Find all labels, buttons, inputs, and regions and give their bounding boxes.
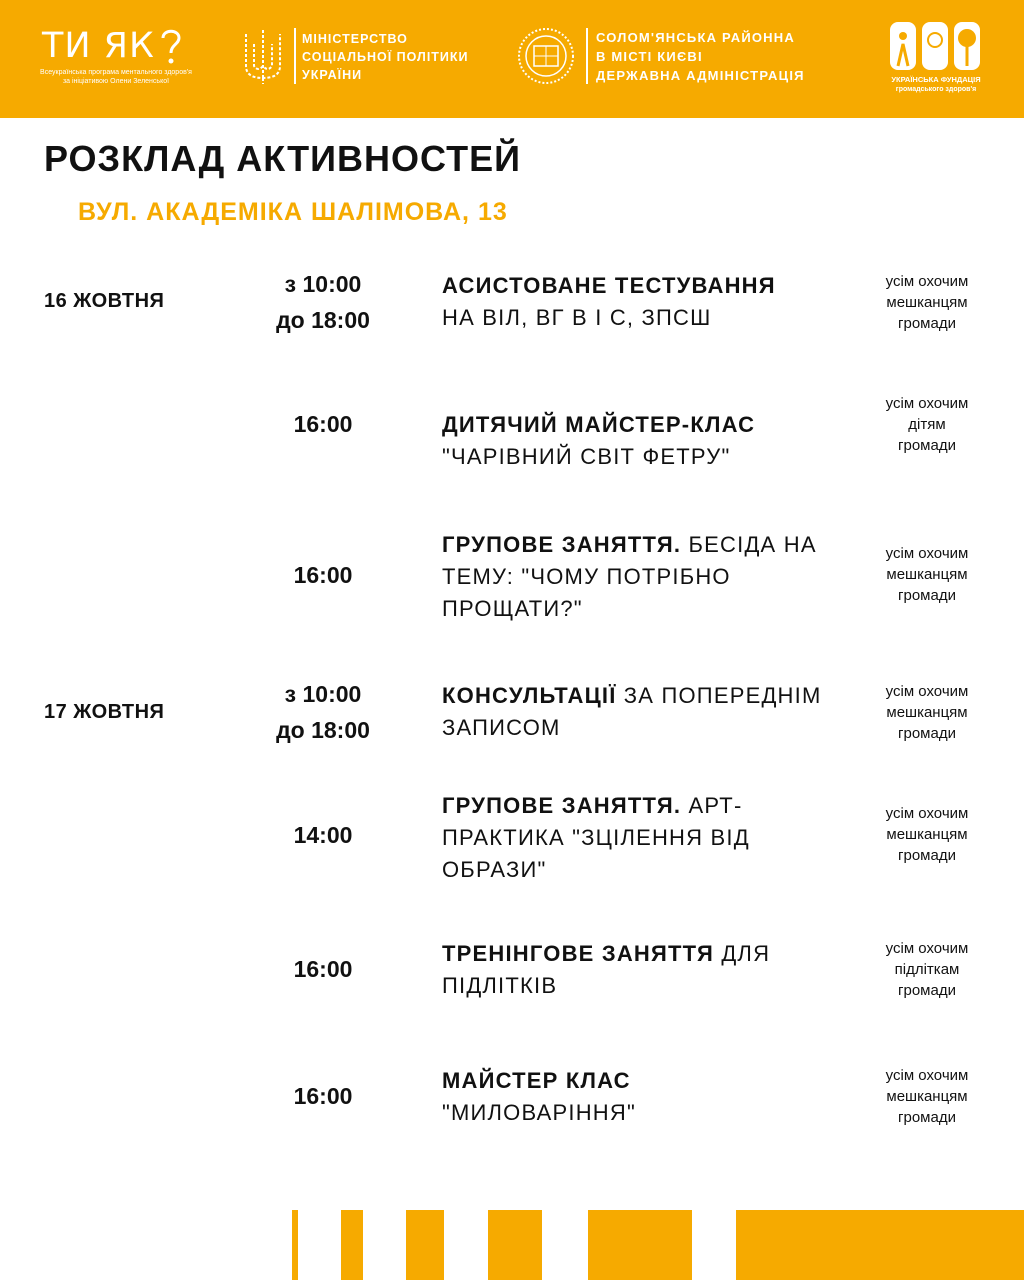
header-band (0, 0, 1024, 118)
fund-logo-icon (886, 18, 986, 98)
ministry-logo (236, 26, 486, 88)
page-title: РОЗКЛАД АКТИВНОСТЕЙ (44, 138, 522, 179)
event-audience: усім охочим мешканцям громади (885, 273, 969, 332)
event-activity: КОНСУЛЬТАЦІЇ ЗА ПОПЕРЕДНІМ ЗАПИСОМ (442, 683, 822, 740)
fund-logo-text-2: громадського здоров'я (895, 86, 977, 93)
tiyak-logo (26, 24, 206, 94)
tiyak-logo-caption: Всеукраїнська програма ментального здоров'я за ініціативою Олени Зеленської (40, 69, 192, 85)
footer-bar (406, 1210, 444, 1280)
district-seal-icon (516, 26, 576, 86)
event-audience: усім охочим мешканцям громади (885, 1067, 969, 1126)
divider (586, 28, 588, 84)
event-activity: АСИСТОВАНЕ ТЕСТУВАННЯ НА ВІЛ, ВГ В І С, ЗПСШ (442, 273, 776, 330)
footer-bar (341, 1210, 363, 1280)
event-time: 16:00 (293, 956, 353, 982)
event-audience: усім охочим мешканцям громади (885, 805, 969, 864)
ministry-name: МІНІСТЕРСТВО СОЦІАЛЬНОЇ ПОЛІТИКИ УКРАЇНИ (302, 32, 469, 82)
event-audience: усім охочим дітям громади (885, 395, 969, 454)
event-time: 14:00 (293, 822, 353, 848)
event-activity: ГРУПОВЕ ЗАНЯТТЯ. АРТ-ПРАКТИКА "ЗЦІЛЕННЯ ВІД ОБРАЗИ" (442, 793, 750, 882)
event-time: з 10:00 до 18:00 (276, 681, 370, 743)
event-activity: МАЙСТЕР КЛАС "МИЛОВАРІННЯ" (442, 1068, 636, 1125)
divider (294, 28, 296, 84)
footer-bar (488, 1210, 542, 1280)
question-mark-icon (158, 26, 184, 66)
event-time: 16:00 (293, 411, 353, 437)
tiyak-logo-text: ТИ ЯК (42, 26, 155, 66)
event-time: з 10:00 до 18:00 (276, 271, 370, 333)
fund-logo-text-1: УКРАЇНСЬКА ФУНДАЦІЯ (891, 75, 981, 84)
footer-bar (736, 1210, 1024, 1280)
event-time: 16:00 (293, 1083, 353, 1109)
district-name: СОЛОМ'ЯНСЬКА РАЙОННА В МІСТІ КИЄВІ ДЕРЖАВНА АДМІНІСТРАЦІЯ (596, 30, 805, 83)
date-label: 17 ЖОВТНЯ (44, 701, 165, 723)
ukraine-trident-icon (236, 26, 290, 86)
event-audience: усім охочим мешканцям громади (885, 545, 969, 604)
address: ВУЛ. АКАДЕМІКА ШАЛІМОВА, 13 (78, 198, 508, 226)
event-time: 16:00 (293, 562, 353, 588)
footer-bar (588, 1210, 692, 1280)
event-activity: ГРУПОВЕ ЗАНЯТТЯ. БЕСІДА НА ТЕМУ: "ЧОМУ ПОТРІБНО ПРОЩАТИ?" (442, 532, 817, 621)
event-activity: ДИТЯЧИЙ МАЙСТЕР-КЛАС "ЧАРІВНИЙ СВІТ ФЕТРУ" (442, 412, 756, 469)
date-label: 16 ЖОВТНЯ (44, 290, 165, 312)
district-logo (516, 26, 846, 92)
event-activity: ТРЕНІНГОВЕ ЗАНЯТТЯ ДЛЯ ПІДЛІТКІВ (442, 941, 771, 998)
event-audience: усім охочим мешканцям громади (885, 683, 969, 742)
event-audience: усім охочим підліткам громади (885, 940, 969, 999)
footer-bar (292, 1210, 298, 1280)
